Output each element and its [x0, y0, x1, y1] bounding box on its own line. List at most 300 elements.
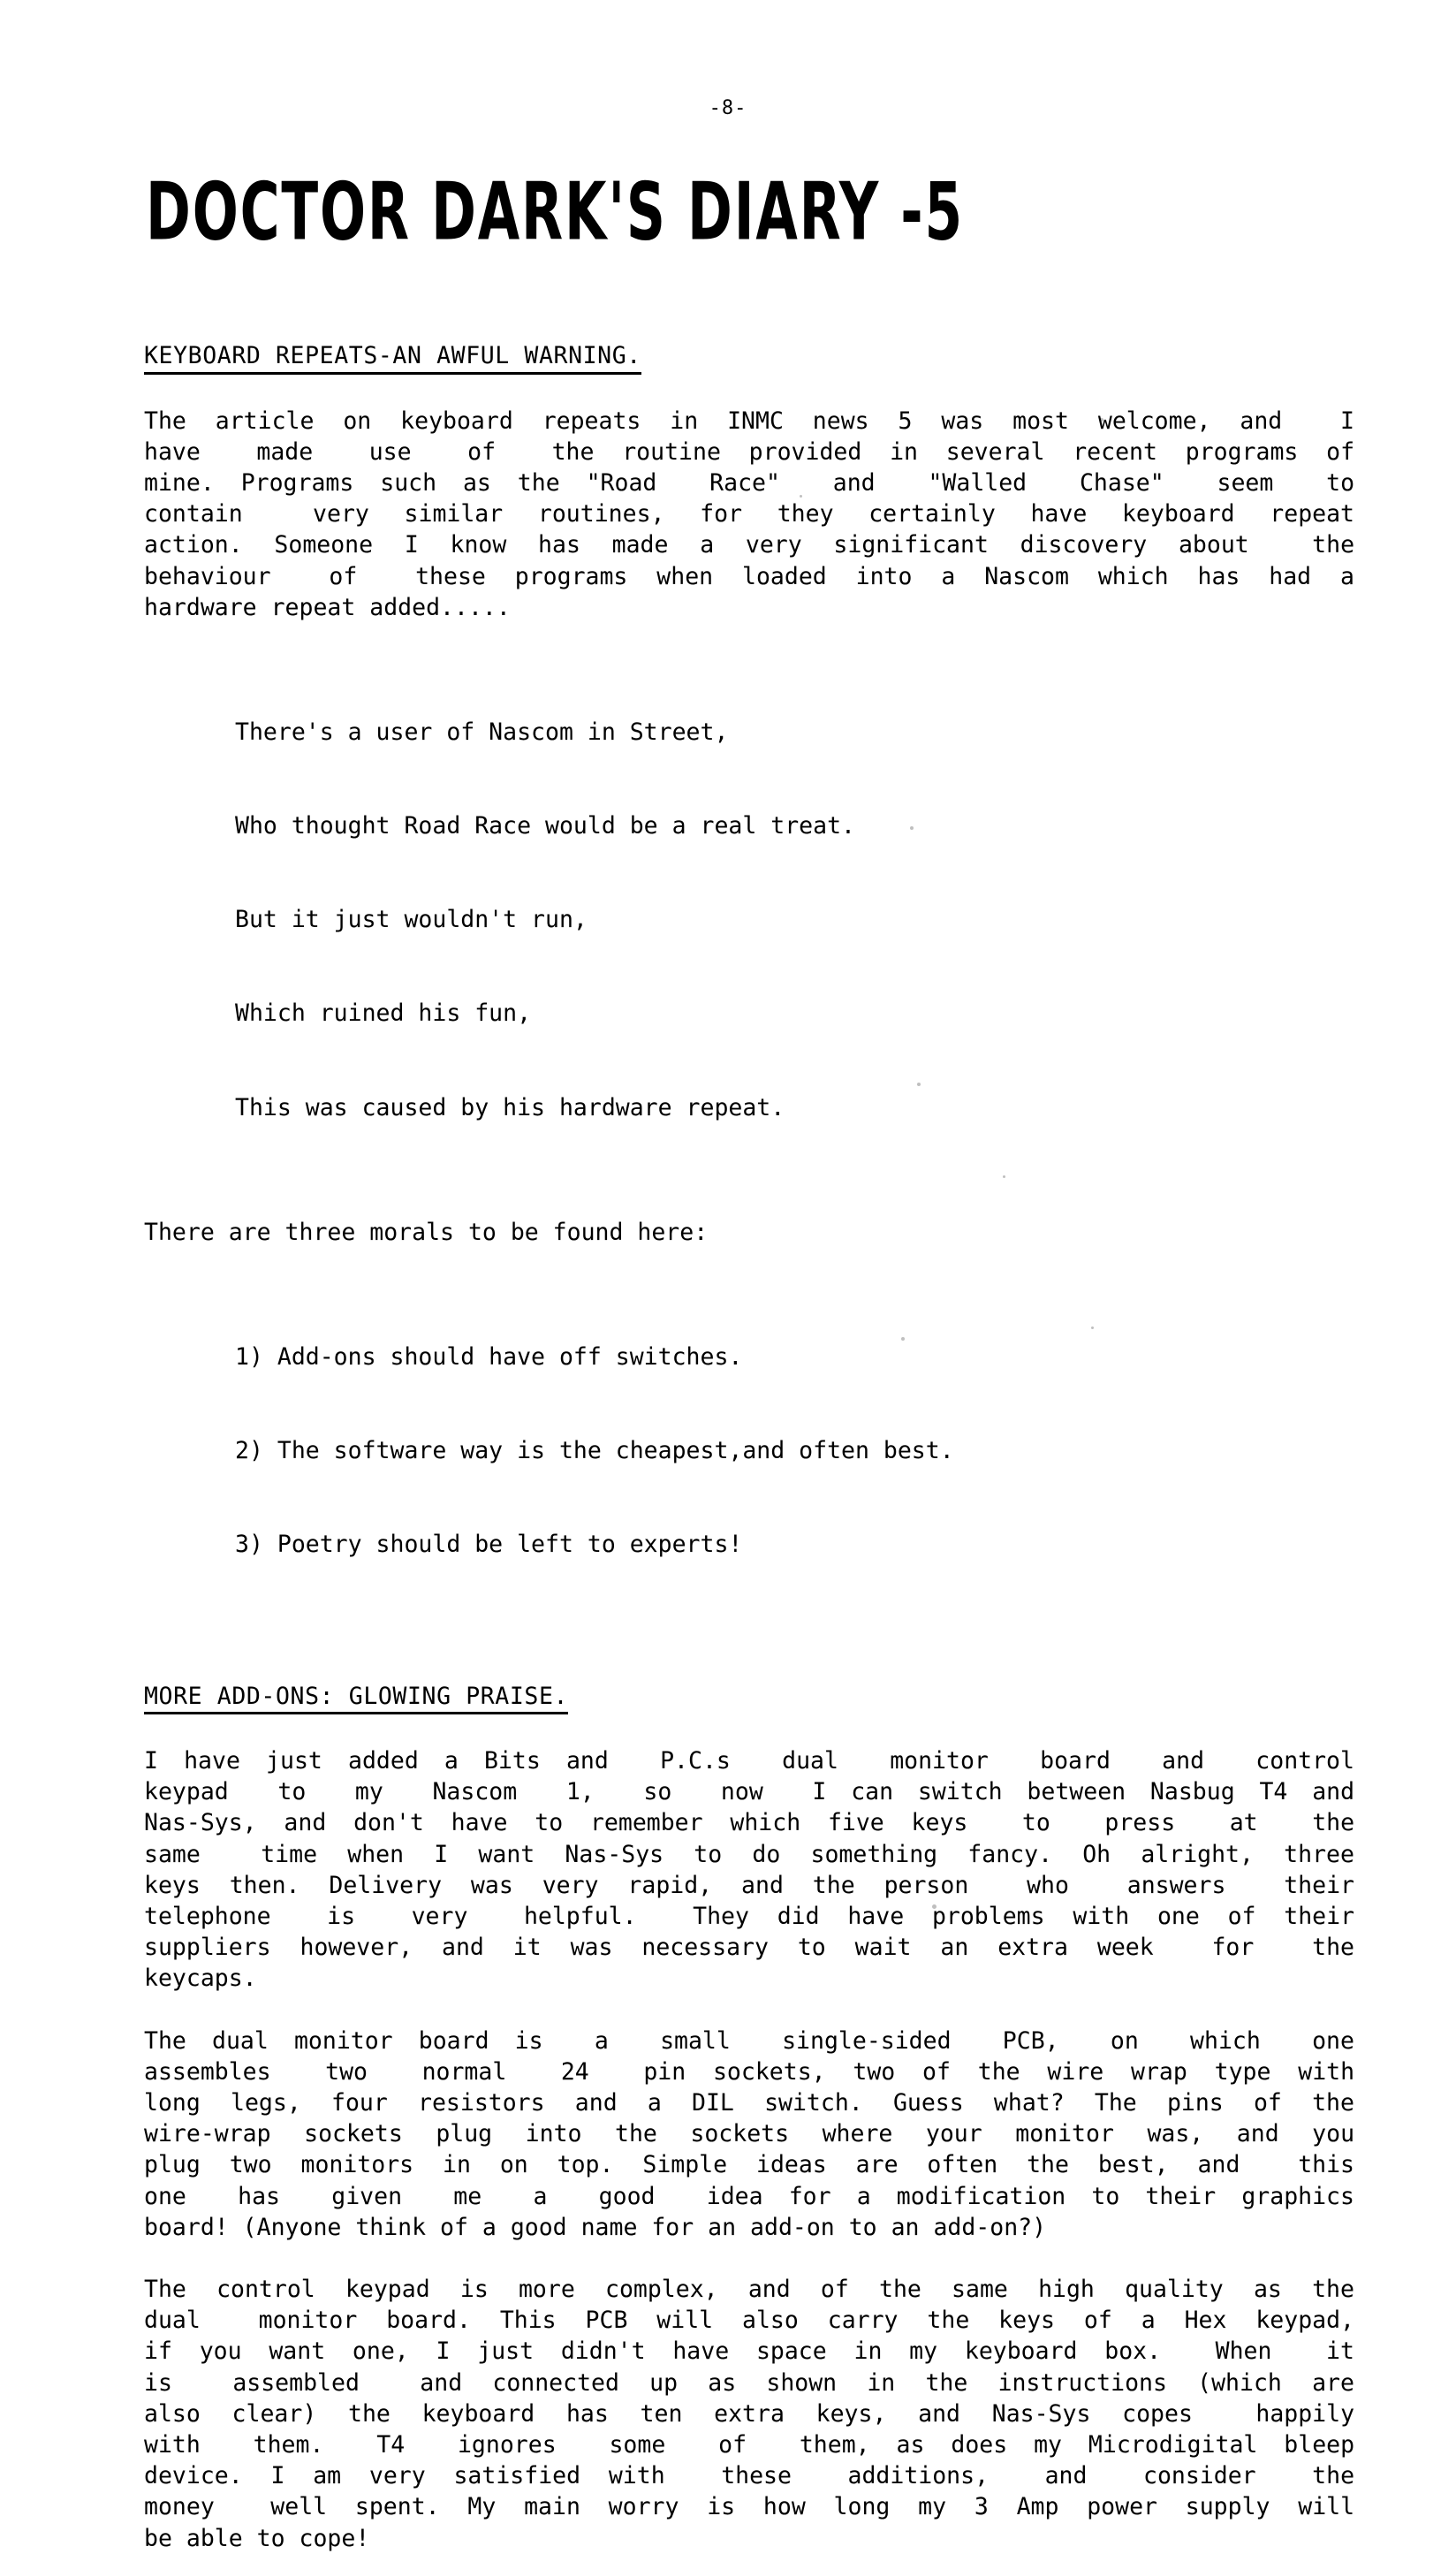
word-gap	[1126, 1776, 1150, 1807]
word-gap	[341, 2460, 369, 2491]
word: ten	[640, 2399, 683, 2428]
word-gap	[1114, 2118, 1148, 2149]
word: a	[856, 2182, 871, 2210]
word-gap	[952, 2026, 1003, 2056]
word-gap	[545, 2087, 575, 2118]
word: my	[909, 2337, 938, 2366]
word-gap	[413, 2149, 443, 2180]
word-gap	[619, 2368, 649, 2398]
word: time	[261, 1840, 318, 1868]
word-gap	[800, 1807, 828, 1838]
word: normal	[421, 2057, 507, 2086]
word-gap	[409, 2336, 436, 2367]
word: Bits	[484, 1747, 541, 1775]
word-gap	[951, 2056, 978, 2087]
word: as	[896, 2431, 925, 2459]
word-gap	[912, 561, 941, 592]
word-gap	[1204, 1745, 1255, 1776]
word: monitor	[1015, 2120, 1114, 2148]
word-gap	[371, 406, 400, 437]
word-gap	[678, 2368, 708, 2398]
word: board	[1040, 1747, 1111, 1775]
word-gap	[1211, 406, 1240, 437]
word-gap	[792, 2460, 848, 2491]
word: and	[1044, 2462, 1088, 2490]
word: is	[144, 2368, 172, 2397]
word: spent.	[354, 2493, 440, 2521]
word: carry	[827, 2307, 899, 2335]
word: when	[347, 1840, 405, 1868]
word-gap	[827, 561, 856, 592]
word-gap	[201, 437, 257, 467]
word-gap	[789, 2118, 823, 2149]
word: ignores	[457, 2431, 557, 2459]
word-gap	[1270, 2491, 1298, 2522]
word: problems	[931, 1903, 1045, 1931]
word-gap	[1044, 437, 1073, 467]
word-gap	[1129, 1901, 1157, 1932]
word-gap	[686, 2056, 713, 2087]
word: how	[762, 2493, 806, 2521]
word: with	[1298, 2057, 1355, 2086]
page-number: -8-	[709, 97, 747, 119]
word: are	[855, 2151, 899, 2179]
word-gap	[1240, 561, 1269, 592]
word-gap	[405, 2429, 458, 2460]
text-line	[144, 1839, 1354, 1870]
word: the	[551, 437, 595, 466]
word-gap	[886, 2398, 918, 2429]
word: an	[940, 1934, 969, 1962]
word-gap	[404, 1839, 434, 1870]
word: have	[451, 1809, 508, 1837]
word: This	[499, 2307, 557, 2335]
word: was	[470, 1871, 513, 1899]
word: seem	[1217, 468, 1274, 497]
word: to	[1326, 468, 1355, 497]
word: of	[467, 437, 497, 466]
word-gap	[895, 2056, 922, 2087]
word: 24	[560, 2057, 589, 2086]
word-gap	[215, 2491, 271, 2522]
word: this	[1298, 2151, 1355, 2179]
word: wire	[1047, 2057, 1104, 2086]
word-gap	[989, 529, 1020, 560]
word-gap	[831, 2181, 857, 2212]
word: several	[945, 437, 1045, 466]
word-gap	[820, 1901, 848, 1932]
word-gap	[1050, 1807, 1105, 1838]
word-gap	[1052, 1839, 1082, 1870]
word-gap	[802, 529, 834, 560]
word: sockets,	[712, 2057, 826, 2086]
word-gap	[430, 2274, 460, 2305]
word-gap	[1103, 2056, 1131, 2087]
word-gap	[1282, 2368, 1312, 2398]
word: The	[144, 407, 186, 435]
word: board.	[386, 2307, 471, 2335]
word-gap	[1225, 1870, 1284, 1901]
word: was,	[1147, 2120, 1204, 2148]
word: sockets	[690, 2120, 790, 2148]
text-line: keycaps.	[144, 1965, 257, 1993]
word: monitors	[300, 2151, 414, 2179]
word: fancy.	[967, 1840, 1053, 1868]
word-gap	[313, 437, 369, 467]
word-gap	[201, 2087, 231, 2118]
word-gap	[721, 437, 749, 467]
word: remember	[589, 1809, 703, 1837]
word-gap	[703, 1807, 731, 1838]
word: routine	[622, 437, 721, 466]
word: such	[380, 468, 437, 497]
word-gap	[240, 1745, 266, 1776]
paragraph-keyboard-repeats	[144, 406, 1354, 623]
word: have	[1030, 500, 1088, 528]
word: news	[812, 407, 869, 435]
word-gap	[215, 467, 241, 498]
word: they	[777, 500, 834, 528]
word-gap	[557, 2305, 586, 2336]
word-gap	[272, 2149, 301, 2180]
word: of	[329, 562, 358, 590]
word: in	[853, 2337, 883, 2366]
word-gap	[201, 1870, 230, 1901]
section-heading-keyboard-repeats: KEYBOARD REPEATS-AN AWFUL WARNING.	[144, 345, 641, 375]
word: same	[144, 1840, 201, 1868]
list-item: 3) Poetry should be left to experts!	[235, 1531, 743, 1559]
word: can	[851, 1778, 894, 1806]
word: one,	[352, 2337, 409, 2366]
word-gap	[368, 2056, 422, 2087]
word: The	[144, 2026, 186, 2055]
word-gap	[791, 2274, 821, 2305]
morals-intro: There are three morals to be found here:	[144, 1218, 709, 1246]
word: me	[453, 2182, 482, 2210]
word: then.	[229, 1871, 300, 1899]
word: Nas-Sys	[991, 2399, 1091, 2428]
word: T4	[1259, 1778, 1288, 1806]
word: made	[256, 437, 314, 466]
word-gap	[314, 406, 343, 437]
word: "Road	[586, 468, 657, 497]
word-gap	[534, 2336, 561, 2367]
word-gap	[1095, 2274, 1125, 2305]
word-gap	[424, 1807, 451, 1838]
word: to	[797, 1934, 826, 1962]
word-gap	[1007, 2429, 1034, 2460]
word-gap	[1254, 1932, 1312, 1963]
word-gap	[892, 2118, 926, 2149]
word: the	[348, 2399, 391, 2428]
word: and	[1312, 1778, 1355, 1806]
word: just	[477, 2337, 535, 2366]
word: the	[1027, 2151, 1069, 2179]
word: keyboard	[421, 2399, 535, 2428]
word: what?	[993, 2089, 1065, 2117]
word: dual	[144, 2307, 201, 2335]
word: added	[348, 1747, 419, 1775]
text-line	[144, 2398, 1354, 2429]
word-gap	[383, 1776, 433, 1807]
word: where	[822, 2120, 893, 2148]
word: about	[1178, 531, 1249, 559]
word: INMC	[727, 407, 784, 435]
word: some	[609, 2431, 666, 2459]
poem-line: This was caused by his hardware repeat.	[235, 1093, 785, 1121]
word: behaviour	[144, 562, 271, 590]
word: loaded	[742, 562, 827, 590]
word: to	[1021, 1809, 1050, 1837]
word: one	[144, 2182, 186, 2210]
word-gap	[355, 1901, 412, 1932]
word: which	[1190, 2026, 1261, 2055]
word: with	[608, 2462, 665, 2490]
word-gap	[1235, 498, 1270, 529]
word-gap	[271, 561, 330, 592]
word: wait	[854, 1934, 912, 1962]
list-item: 1) Add-ons should have off switches.	[235, 1342, 743, 1371]
word-gap	[1027, 467, 1080, 498]
word: and	[442, 1934, 484, 1962]
word-gap	[300, 1870, 330, 1901]
word: did	[777, 1903, 820, 1931]
word-gap	[937, 2336, 965, 2367]
word: for	[700, 500, 743, 528]
word-gap	[448, 1839, 478, 1870]
word: these	[721, 2462, 792, 2490]
word: pin	[643, 2057, 686, 2086]
word: in	[670, 407, 699, 435]
word-gap	[484, 1932, 513, 1963]
word: significant	[833, 531, 989, 559]
word: Hex	[1184, 2307, 1227, 2335]
word: often	[927, 2151, 998, 2179]
word-gap	[1087, 2460, 1143, 2491]
word-gap	[391, 2398, 422, 2429]
word: very	[411, 1903, 468, 1931]
word-gap	[731, 2026, 782, 2056]
word: when	[656, 562, 714, 590]
word-gap	[983, 406, 1012, 437]
word: legs,	[231, 2089, 301, 2117]
word-gap	[996, 498, 1031, 529]
word: Amp	[1016, 2493, 1059, 2521]
word: Simple	[642, 2151, 728, 2179]
word-gap	[969, 2305, 998, 2336]
word-gap	[712, 1870, 741, 1901]
word-gap	[837, 2368, 867, 2398]
word-gap	[671, 1776, 721, 1807]
text-line	[144, 1901, 1354, 1932]
word: on	[499, 2151, 528, 2179]
word: control	[216, 2276, 315, 2304]
word-gap	[1282, 2274, 1312, 2305]
word: best,	[1097, 2151, 1169, 2179]
word-gap	[1119, 2181, 1145, 2212]
word-gap	[1200, 1901, 1228, 1932]
word: idea	[706, 2182, 763, 2210]
word: welcome,	[1097, 407, 1211, 435]
text-line	[144, 1807, 1354, 1838]
word: modification	[896, 2182, 1066, 2210]
word-gap	[589, 2056, 644, 2087]
word-gap	[627, 2305, 656, 2336]
word-gap	[393, 2026, 419, 2056]
text-line	[144, 406, 1354, 437]
word: who	[1027, 1871, 1069, 1899]
word: shown	[766, 2368, 838, 2397]
word-gap	[528, 2149, 557, 2180]
word: supply	[1185, 2493, 1270, 2521]
text-line	[144, 1870, 1354, 1901]
word-gap	[1169, 561, 1198, 592]
word-gap	[450, 2336, 477, 2367]
word: in	[443, 2151, 471, 2179]
word-gap	[322, 1745, 348, 1776]
word-gap	[1059, 2026, 1111, 2056]
word: four	[330, 2089, 388, 2117]
word: my	[1034, 2431, 1063, 2459]
word: which	[1097, 562, 1169, 590]
word-gap	[1154, 1932, 1212, 1963]
word: one	[1312, 2026, 1354, 2055]
word-gap	[172, 2368, 232, 2398]
word-gap	[1068, 1932, 1097, 1963]
word-gap	[989, 1745, 1040, 1776]
word: certainly	[868, 500, 996, 528]
word-gap	[826, 2056, 853, 2087]
word-gap	[1069, 561, 1098, 592]
word: with	[144, 2431, 201, 2459]
word-gap	[301, 2087, 331, 2118]
word: have	[184, 1747, 240, 1775]
word-gap	[826, 1932, 855, 1963]
word-gap	[563, 1807, 590, 1838]
word-gap	[955, 561, 984, 592]
word-gap	[714, 529, 746, 560]
word-gap	[838, 1745, 890, 1776]
word: it	[1326, 2337, 1354, 2366]
word-gap	[924, 2429, 951, 2460]
word-gap	[201, 2149, 230, 2180]
word: money	[144, 2493, 215, 2521]
word: Race"	[709, 468, 780, 497]
word-gap	[353, 467, 380, 498]
word-gap	[325, 2336, 353, 2367]
word: When	[1215, 2337, 1272, 2366]
word: with	[1073, 1903, 1130, 1931]
word-gap	[968, 1932, 997, 1963]
word-gap	[646, 2336, 673, 2367]
word: and	[565, 1747, 609, 1775]
word: I	[270, 2462, 285, 2490]
word: keyboard	[964, 2337, 1078, 2366]
word-gap	[1069, 406, 1098, 437]
word: and	[1197, 2151, 1240, 2179]
word-gap	[884, 1807, 912, 1838]
word-gap	[158, 1745, 184, 1776]
text-line	[144, 2026, 1354, 2056]
word: have	[672, 2337, 730, 2366]
word-gap	[1157, 437, 1186, 467]
word: power	[1087, 2493, 1157, 2521]
word: complex,	[604, 2276, 718, 2304]
word-gap	[269, 2026, 294, 2056]
text-line	[144, 2336, 1354, 2367]
word-gap	[869, 406, 899, 437]
word-gap	[613, 2149, 642, 2180]
word-gap	[747, 2429, 800, 2460]
word: on	[343, 407, 372, 435]
word: a	[533, 2182, 548, 2210]
word: two	[853, 2057, 896, 2086]
word-gap	[323, 2429, 376, 2460]
word-gap	[627, 561, 656, 592]
word: monitor	[258, 2307, 358, 2335]
word: of	[1083, 2307, 1112, 2335]
word-gap	[388, 2087, 418, 2118]
word-gap	[1254, 1839, 1284, 1870]
word: their	[1145, 2182, 1217, 2210]
text-line	[144, 2274, 1354, 2305]
word-gap	[1090, 2398, 1122, 2429]
word-gap	[506, 529, 538, 560]
word: I	[436, 2337, 451, 2366]
word-gap	[1240, 2149, 1298, 2180]
word: given	[331, 2182, 403, 2210]
word: has	[238, 2182, 280, 2210]
word-gap	[1270, 2056, 1298, 2087]
word-gap	[373, 529, 405, 560]
word: additions,	[847, 2462, 990, 2490]
word: which	[730, 1809, 801, 1837]
word-gap	[599, 1870, 628, 1901]
word-gap	[904, 1901, 932, 1932]
word: Delivery	[329, 1871, 443, 1899]
word: single-sided	[782, 2026, 952, 2055]
word: sockets	[304, 2120, 403, 2148]
word-gap	[946, 2491, 974, 2522]
word: I	[404, 531, 419, 559]
word: keypad	[345, 2276, 430, 2304]
word: I	[812, 1778, 827, 1806]
word: wrap	[1131, 2057, 1187, 2086]
word-gap	[595, 1776, 644, 1807]
word-gap	[682, 2398, 714, 2429]
word: in	[890, 437, 918, 466]
word-gap	[729, 2336, 756, 2367]
word-gap	[1008, 2274, 1038, 2305]
word: The	[1094, 2089, 1137, 2117]
word-gap	[997, 2149, 1027, 2180]
word-gap	[535, 2398, 566, 2429]
word: is	[327, 1903, 356, 1931]
word: is	[514, 2026, 543, 2055]
text-line	[144, 2491, 1354, 2522]
word: was	[941, 407, 984, 435]
word: ideas	[755, 2151, 827, 2179]
word-gap	[506, 2056, 561, 2087]
word: didn't	[560, 2337, 646, 2366]
word-gap	[1282, 406, 1340, 437]
word: two	[229, 2151, 272, 2179]
paragraph-dual-monitor-board	[144, 2026, 1354, 2243]
word-gap	[713, 561, 742, 592]
word-gap	[1065, 2087, 1095, 2118]
word: made	[611, 531, 669, 559]
word: you	[1312, 2120, 1355, 2148]
